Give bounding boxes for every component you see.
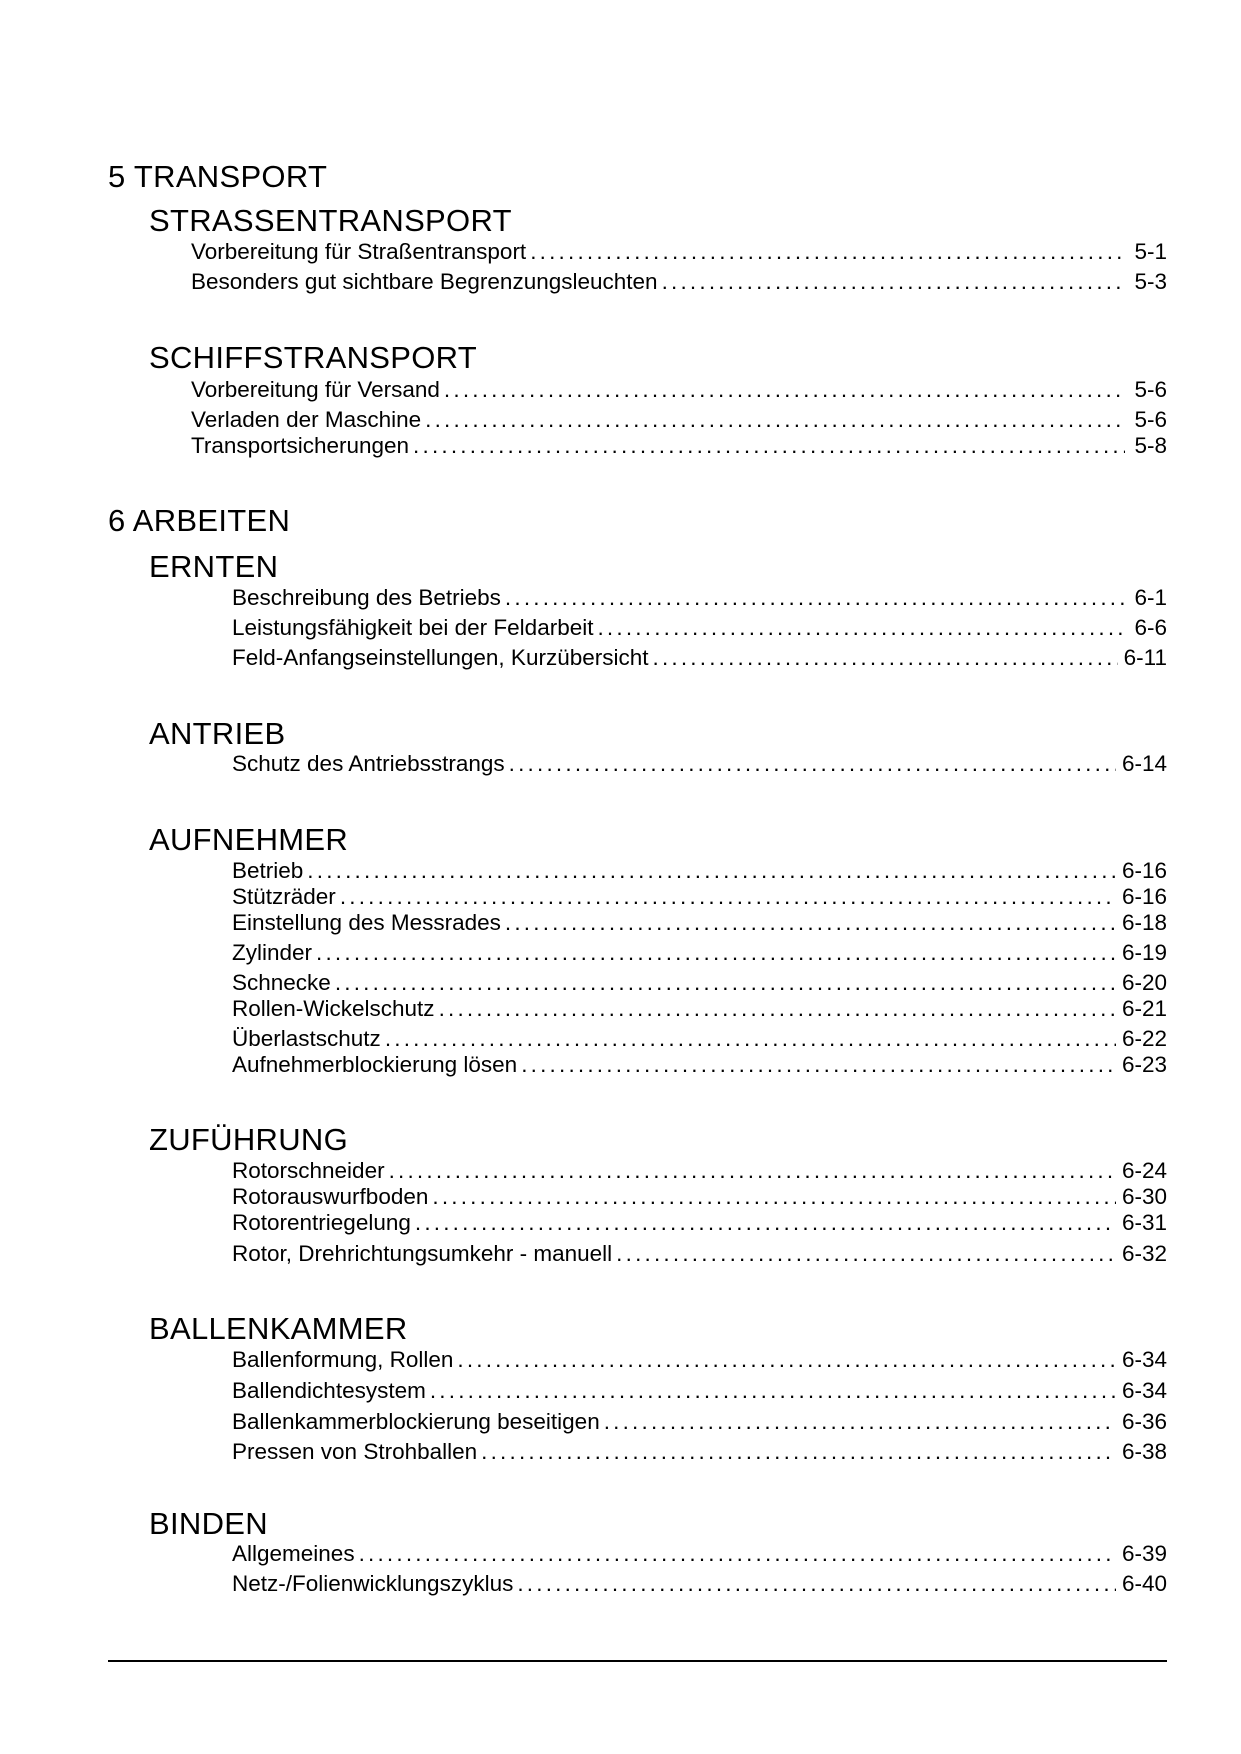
toc-entry-title: Stützräder: [232, 884, 336, 909]
section-heading: ANTRIEB: [149, 716, 286, 751]
section-heading: STRASSENTRANSPORT: [149, 203, 512, 238]
toc-entry-page: 5-8: [1134, 433, 1167, 458]
section-heading: ERNTEN: [149, 549, 279, 584]
toc-entry[interactable]: [232, 1157, 1167, 1185]
toc-entry[interactable]: [232, 1438, 1167, 1466]
toc-entry[interactable]: [191, 406, 1167, 434]
toc-entry-title: Allgemeines: [232, 1541, 355, 1566]
toc-entry[interactable]: [232, 644, 1167, 672]
toc-entry[interactable]: [232, 1025, 1167, 1053]
toc-entry-title: Rotor, Drehrichtungsumkehr - manuell: [232, 1241, 613, 1266]
toc-entry-page: 6-20: [1121, 970, 1167, 995]
dot-leader: [521, 1051, 1116, 1079]
toc-entry-page: 5-3: [1134, 269, 1167, 294]
dot-leader: [413, 432, 1125, 460]
toc-entry-title: Rotorentriegelung: [232, 1210, 411, 1235]
dot-leader: [340, 883, 1116, 911]
toc-entry[interactable]: [232, 1377, 1167, 1405]
dot-leader: [530, 238, 1125, 266]
section-heading: BINDEN: [149, 1506, 268, 1541]
toc-entry[interactable]: [191, 432, 1167, 460]
toc-entry-page: 6-36: [1121, 1409, 1167, 1434]
dot-leader: [457, 1346, 1116, 1374]
chapter-heading: 5 TRANSPORT: [108, 159, 328, 194]
dot-leader: [653, 644, 1118, 672]
toc-entry[interactable]: [232, 1183, 1167, 1211]
toc-entry-page: 6-31: [1121, 1210, 1167, 1235]
toc-entry[interactable]: [232, 857, 1167, 885]
toc-entry-page: 5-1: [1134, 239, 1167, 264]
toc-entry-page: 5-6: [1134, 377, 1167, 402]
toc-entry[interactable]: [232, 939, 1167, 967]
chapter-heading: 6 ARBEITEN: [108, 503, 291, 538]
toc-entry-title: Ballenkammerblockierung beseitigen: [232, 1409, 600, 1434]
toc-entry-page: 6-30: [1121, 1184, 1167, 1209]
toc-entry-title: Zylinder: [232, 940, 313, 965]
footer-rule: [108, 1660, 1167, 1662]
toc-entry[interactable]: [232, 1051, 1167, 1079]
dot-leader: [385, 1025, 1116, 1053]
toc-entry-page: 6-16: [1121, 884, 1167, 909]
toc-entry-page: 6-6: [1134, 615, 1167, 640]
dot-leader: [415, 1209, 1116, 1237]
toc-entry-page: 6-34: [1121, 1347, 1167, 1372]
toc-entry-page: 6-39: [1121, 1541, 1167, 1566]
toc-entry-page: 6-24: [1121, 1158, 1167, 1183]
dot-leader: [604, 1408, 1116, 1436]
toc-entry[interactable]: [232, 1570, 1167, 1598]
toc-entry-page: 6-22: [1121, 1026, 1167, 1051]
toc-entry-page: 6-23: [1121, 1052, 1167, 1077]
dot-leader: [359, 1540, 1116, 1568]
toc-entry-title: Ballenformung, Rollen: [232, 1347, 454, 1372]
dot-leader: [662, 268, 1125, 296]
toc-entry-page: 6-14: [1121, 751, 1167, 776]
toc-entry-title: Betrieb: [232, 858, 304, 883]
toc-entry[interactable]: [232, 909, 1167, 937]
dot-leader: [597, 614, 1125, 642]
toc-entry-page: 5-6: [1134, 407, 1167, 432]
toc-entry-title: Rotorauswurfboden: [232, 1184, 429, 1209]
toc-entry-page: 6-40: [1121, 1571, 1167, 1596]
toc-entry-title: Rollen-Wickelschutz: [232, 996, 435, 1021]
section-heading: ZUFÜHRUNG: [149, 1122, 349, 1157]
dot-leader: [517, 1570, 1116, 1598]
toc-entry-title: Feld-Anfangseinstellungen, Kurzübersicht: [232, 645, 649, 670]
toc-entry-page: 6-19: [1121, 940, 1167, 965]
toc-entry-page: 6-18: [1121, 910, 1167, 935]
section-heading: BALLENKAMMER: [149, 1311, 408, 1346]
toc-entry[interactable]: [232, 1209, 1167, 1237]
dot-leader: [316, 939, 1116, 967]
toc-entry[interactable]: [232, 995, 1167, 1023]
toc-entry-title: Schutz des Antriebsstrangs: [232, 751, 505, 776]
toc-entry[interactable]: [232, 883, 1167, 911]
toc-entry-page: 6-1: [1134, 585, 1167, 610]
dot-leader: [505, 909, 1116, 937]
dot-leader: [307, 857, 1116, 885]
toc-entry-title: Vorbereitung für Versand: [191, 377, 440, 402]
toc-entry[interactable]: [191, 268, 1167, 296]
toc-entry-title: Ballendichtesystem: [232, 1378, 426, 1403]
toc-entry[interactable]: [232, 614, 1167, 642]
dot-leader: [616, 1240, 1116, 1268]
dot-leader: [430, 1377, 1116, 1405]
toc-entry-page: 6-21: [1121, 996, 1167, 1021]
dot-leader: [509, 750, 1116, 778]
dot-leader: [481, 1438, 1116, 1466]
dot-leader: [439, 995, 1116, 1023]
toc-entry-title: Verladen der Maschine: [191, 407, 422, 432]
dot-leader: [425, 406, 1125, 434]
toc-entry-title: Beschreibung des Betriebs: [232, 585, 501, 610]
toc-entry-page: 6-16: [1121, 858, 1167, 883]
toc-entry[interactable]: [232, 584, 1167, 612]
toc-entry-title: Einstellung des Messrades: [232, 910, 501, 935]
toc-entry[interactable]: [232, 969, 1167, 997]
toc-entry-title: Transportsicherungen: [191, 433, 410, 458]
section-heading: AUFNEHMER: [149, 822, 349, 857]
toc-entry[interactable]: [232, 1540, 1167, 1568]
toc-entry[interactable]: [191, 376, 1167, 404]
toc-entry-page: 6-11: [1123, 645, 1167, 670]
toc-entry-title: Rotorschneider: [232, 1158, 385, 1183]
dot-leader: [389, 1157, 1116, 1185]
toc-entry-title: Leistungsfähigkeit bei der Feldarbeit: [232, 615, 594, 640]
toc-entry-page: 6-34: [1121, 1378, 1167, 1403]
section-heading: SCHIFFSTRANSPORT: [149, 340, 478, 375]
toc-entry-title: Besonders gut sichtbare Begrenzungsleuchten: [191, 269, 658, 294]
toc-entry[interactable]: [232, 1240, 1167, 1268]
toc-entry[interactable]: [232, 750, 1167, 778]
toc-entry[interactable]: [232, 1408, 1167, 1436]
toc-entry[interactable]: [191, 238, 1167, 266]
toc-entry-title: Netz-/Folienwicklungszyklus: [232, 1571, 514, 1596]
toc-entry-title: Aufnehmerblockierung lösen: [232, 1052, 518, 1077]
dot-leader: [432, 1183, 1116, 1211]
dot-leader: [505, 584, 1125, 612]
dot-leader: [444, 376, 1125, 404]
toc-entry-title: Pressen von Strohballen: [232, 1439, 478, 1464]
toc-entry-title: Vorbereitung für Straßentransport: [191, 239, 527, 264]
toc-entry-page: 6-38: [1121, 1439, 1167, 1464]
toc-entry-page: 6-32: [1121, 1241, 1167, 1266]
toc-entry-title: Schnecke: [232, 970, 331, 995]
toc-entry[interactable]: [232, 1346, 1167, 1374]
toc-entry-title: Überlastschutz: [232, 1026, 381, 1051]
dot-leader: [335, 969, 1116, 997]
